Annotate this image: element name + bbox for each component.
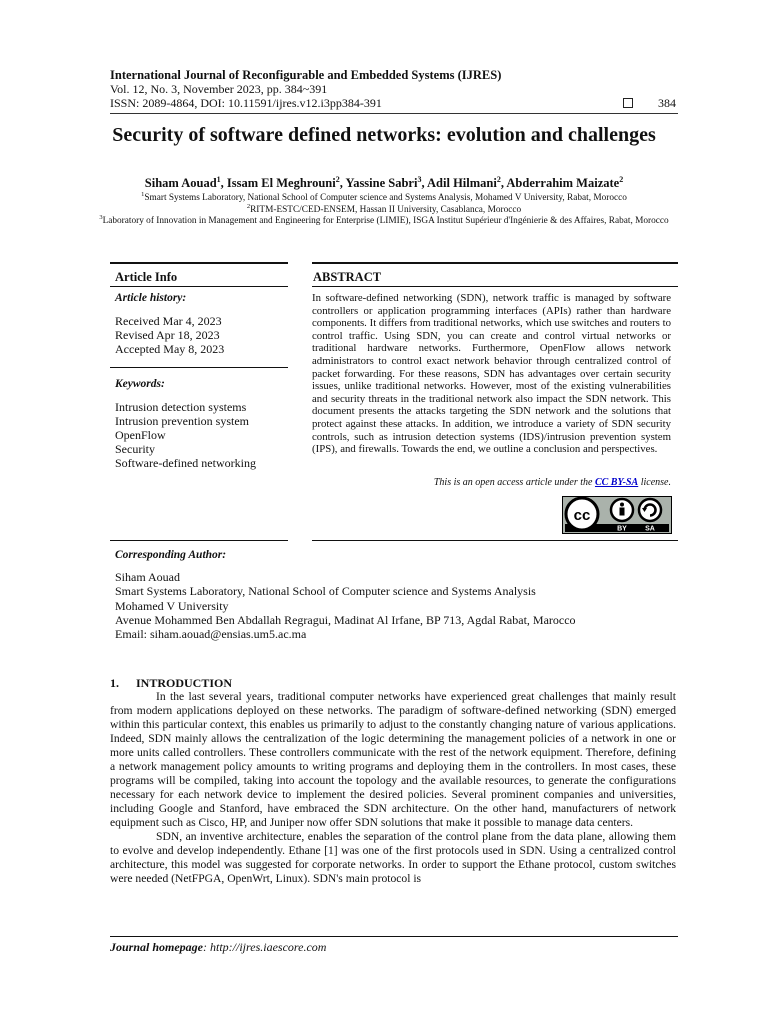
license-link[interactable]: CC BY-SA — [594, 477, 639, 488]
abstract-rule — [312, 286, 678, 287]
cc-by-sa-badge-icon[interactable] — [562, 496, 672, 539]
keyword: Intrusion detection systems — [115, 400, 247, 414]
introduction-body — [110, 690, 676, 886]
issn-doi: ISSN: 2089-4864, DOI: 10.11591/ijres.v12.i3pp384-391 — [110, 96, 382, 110]
article-info-rule — [110, 286, 288, 287]
header-rule — [110, 113, 678, 114]
volume-info: Vol. 12, No. 3, November 2023, pp. 384~391 — [110, 82, 328, 96]
article-history-label: Article history: — [115, 292, 187, 304]
square-bullet-icon — [623, 98, 633, 108]
license-note: This is an open access article under the CC BY-SA license. — [433, 477, 671, 488]
keyword: Security — [115, 442, 155, 456]
paper-title: Security of software defined networks: evolution and challenges — [112, 124, 656, 146]
abstract-heading: ABSTRACT — [313, 270, 382, 284]
received-date: Received Mar 4, 2023 — [115, 314, 222, 328]
corresponding-author-label: Corresponding Author: — [115, 549, 227, 561]
history-rule — [110, 367, 288, 368]
corresponding-email: Email: siham.aouad@ensias.um5.ac.ma — [115, 627, 307, 642]
revised-date: Revised Apr 18, 2023 — [115, 328, 220, 342]
abstract-bottom-rule — [312, 540, 678, 541]
corresponding-author-details — [115, 570, 576, 641]
corresponding-university: Mohamed V University — [115, 598, 229, 613]
author: Abderrahim Maizate$^2$ — [506, 175, 624, 191]
article-info-top-rule — [110, 262, 288, 264]
keywords-label: Keywords: — [115, 378, 165, 390]
abstract-text: In software-defined networking (SDN), network traffic is managed by software controllers or application programming interfaces (APIs) rather than hardware components. It differs from traditional networks, which use switches and routers to control traffic. Using SDN, you can create and control virtual networks or traditional hardware networks. Furthermore, OpenFlow allows network administrators to control exact network behavior through centralized control of packet forwarding. For these reasons, SDN has advantages over certain security issues, unlike traditional networks. However, most of the existing vulnerabilities and security threats in the traditional network also impact the SDN network. This document presents the attacks targeting the SDN network and the solutions that protect against these attacks. In addition, we introduce a variety of SDN security controls, such as intrusion detection systems (IDS)/intrusion prevention system (IPS), and firewalls. Towards the end, we outline a conclusion and perspectives. — [312, 292, 671, 456]
badge-sa-label: SA — [645, 525, 655, 533]
journal-name: International Journal of Reconfigurable and Embedded Systems (IJRES) — [110, 68, 502, 82]
corresponding-address: Avenue Mohammed Ben Abdallah Regragui, Madinat Al Irfane, BP 713, Agdal Rabat, Marocco — [115, 612, 576, 627]
affiliation-1: $^1$Smart Systems Laboratory, National School of Computer science and Systems Analysis, Mohamed V University, Rabat, Morocco — [141, 191, 627, 204]
page-number: 384 — [658, 96, 676, 110]
keywords-bottom-rule — [110, 540, 288, 541]
footer-rule — [110, 936, 678, 937]
abstract-top-rule — [312, 262, 678, 264]
svg-text:cc: cc — [573, 507, 591, 524]
author: Yassine Sabri$^3$, — [345, 175, 428, 191]
keyword: Software-defined networking — [115, 456, 256, 470]
corresponding-affiliation: Smart Systems Laboratory, National School of Computer science and Systems Analysis — [115, 584, 536, 599]
corresponding-name: Siham Aouad — [115, 570, 180, 584]
keywords-list — [115, 400, 256, 470]
affiliation-2: $^2$RITM-ESTC/CED-ENSEM, Hassan II University, Casablanca, Morocco — [246, 203, 522, 216]
accepted-date: Accepted May 8, 2023 — [115, 342, 225, 356]
journal-homepage: Journal homepage: http://ijres.iaescore.com — [110, 940, 327, 954]
author: Siham Aouad$^1$, — [144, 175, 227, 191]
badge-by-label: BY — [617, 525, 627, 533]
article-info-heading: Article Info — [115, 270, 178, 284]
affiliation-3: $^3$Laboratory of Innovation in Management and Engineering for Enterprise (LIMIE), ISGA Institut Supérieur d'Ingénierie & des Affaires, Rabat, Morocco — [99, 214, 669, 227]
keyword: Intrusion prevention system — [115, 414, 249, 428]
keyword: OpenFlow — [115, 428, 166, 442]
paragraph: In the last several years, traditional computer networks have experienced great challenges that mainly result from modern applications deployed on these networks. The paradigm of software-defined networking (SDN) emerged within this particular context, this enables us primarily to adjust to the constantly changing nature of various applications. Indeed, SDN mainly allows the centralization of the logic determining the management policies of a network in one or more units called controllers. These controllers communicate with the rest of the network equipment. Therefore, defining a network management policy amounts to writing programs and deploying them in the controllers. In most cases, these programs will be compiled, taking into account the topology and the available resources, to generate the configurations necessary for each network device to implement the desired policies. Several prominent companies and universities, including Google and Stanford, have embraced the SDN architecture. On the other hand, manufacturers of network equipment such as Cisco, HP, and Juniper now offer SDN solutions that make it possible to manage data centers. — [110, 690, 676, 829]
author: Adil Hilmani$^2$, — [427, 175, 507, 191]
author: Issam El Meghrouni$^2$, — [226, 175, 346, 191]
section-heading-introduction: 1. INTRODUCTION — [110, 676, 233, 690]
paragraph: SDN, an inventive architecture, enables the separation of the control plane from the data plane, allowing them to evolve and develop independently. Ethane [1] was one of the first protocols used in SDN. Using a centralized control architecture, this model was suggested for corporate networks. In order to support the Ethane protocol, custom switches were needed (NetFPGA, OpenWrt, Linux). SDN's main protocol is — [110, 830, 676, 885]
